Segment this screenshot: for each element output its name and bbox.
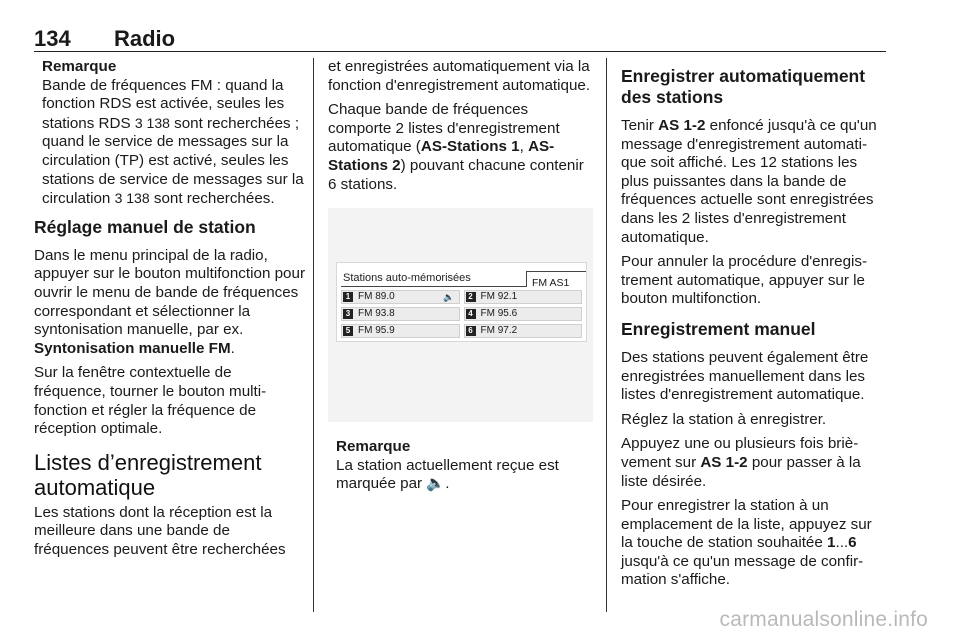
page-number: 134: [34, 26, 71, 51]
station-slot: 4 FM 95.6: [464, 307, 583, 321]
band-label: FM AS1: [526, 271, 586, 287]
chapter-heading: Listes d’enregistrement automatique: [34, 449, 262, 500]
watermark: carmanualsonline.info: [719, 608, 928, 631]
speaker-icon: 🔈: [426, 475, 446, 493]
column-divider: [606, 58, 607, 612]
paragraph: et enregistrées automatiquement via la fonction d'enregistrement automatique.: [328, 58, 591, 94]
paragraph: Chaque bande de fréquences comporte 2 listes d'enregistrement automatique (AS-Stations 1, AS-Stations 2) pouvant chacune contenir 6 stations.: [328, 101, 584, 193]
column-1: [34, 58, 306, 565]
section-heading: Enregistrer automatiquement des stations: [621, 66, 866, 107]
paragraph: Appuyez une ou plusieurs fois brièvement sur AS 1-2 pour passer à la liste désirée.: [621, 435, 861, 490]
station-slot: 6 FM 97.2: [464, 324, 583, 338]
section-heading: Enregistrement manuel: [621, 318, 816, 339]
paragraph: Dans le menu principal de la radio, appuyer sur le bouton multifonction pour ouvrir le menu de bande de fréquences correspondant et sélectionner la syntonisation manuelle, par ex. Syntonisation manuelle FM.: [34, 246, 306, 357]
paragraph: Pour annuler la procédure d'enregistrement automatique, appuyer sur le bouton multifonction.: [621, 253, 868, 308]
column-3: [621, 58, 887, 596]
paragraph: Pour enregistrer la station à un emplacement de la liste, appuyez sur la touche de station souhaitée 1...6 jusqu'à ce qu'un message de confirmation s'affiche.: [621, 497, 872, 589]
station-slot: 2 FM 92.1: [464, 290, 583, 304]
note-block: [328, 438, 593, 494]
note-block: [34, 58, 306, 209]
paragraph: Des stations peuvent également être enregistrées manuellement dans les listes d'enregistrement automatique.: [621, 348, 869, 404]
speaker-icon: 🔈: [443, 292, 455, 303]
paragraph: Les stations dont la réception est la meilleure dans une bande de fréquences peuvent être recherchées: [34, 503, 286, 558]
paragraph: Réglez la station à enregistrer.: [621, 410, 827, 428]
screen-title: Stations auto-mémorisées: [343, 272, 471, 285]
station-list-screen: [336, 262, 587, 342]
station-slot: 1 FM 89.0 🔈: [341, 290, 460, 304]
station-slot: 5 FM 95.9: [341, 324, 460, 338]
page-header: [34, 26, 886, 52]
page-reference: 3 138: [134, 114, 170, 131]
chapter-title: Radio: [114, 26, 176, 51]
paragraph: Tenir AS 1-2 enfoncé jusqu'à ce qu'un message d'enregistrement automatique soit affiché. Les 12 stations les plus puissantes dans la bande de fréquences actuelle sont enregistrées dans les 2 listes d'enregistrement automatique.: [621, 117, 877, 246]
station-slot: 3 FM 93.8: [341, 307, 460, 321]
station-grid: [341, 290, 582, 338]
paragraph: Sur la fenêtre contextuelle de fréquence, tourner le bouton multifonction et régler la fréquence de réception optimale.: [34, 364, 267, 438]
note-text: La station actuellement reçue est marquée par 🔈.: [336, 456, 559, 493]
note-title: Remarque: [336, 438, 411, 456]
column-divider: [313, 58, 314, 612]
column-2: [328, 58, 593, 494]
radio-screen-figure: [328, 208, 593, 422]
note-title: Remarque: [42, 58, 117, 75]
page-reference: 3 138: [114, 190, 150, 207]
note-text: Bande de fréquences FM : quand la fonction RDS est activée, seules les stations RDS 3 138 sont recherchées ; quand le service de messages sur la circulation (TP) est activé, seules les stations de service de messages sur la circulation 3 138 sont recherchées.: [42, 76, 304, 208]
section-heading: Réglage manuel de station: [34, 216, 256, 237]
